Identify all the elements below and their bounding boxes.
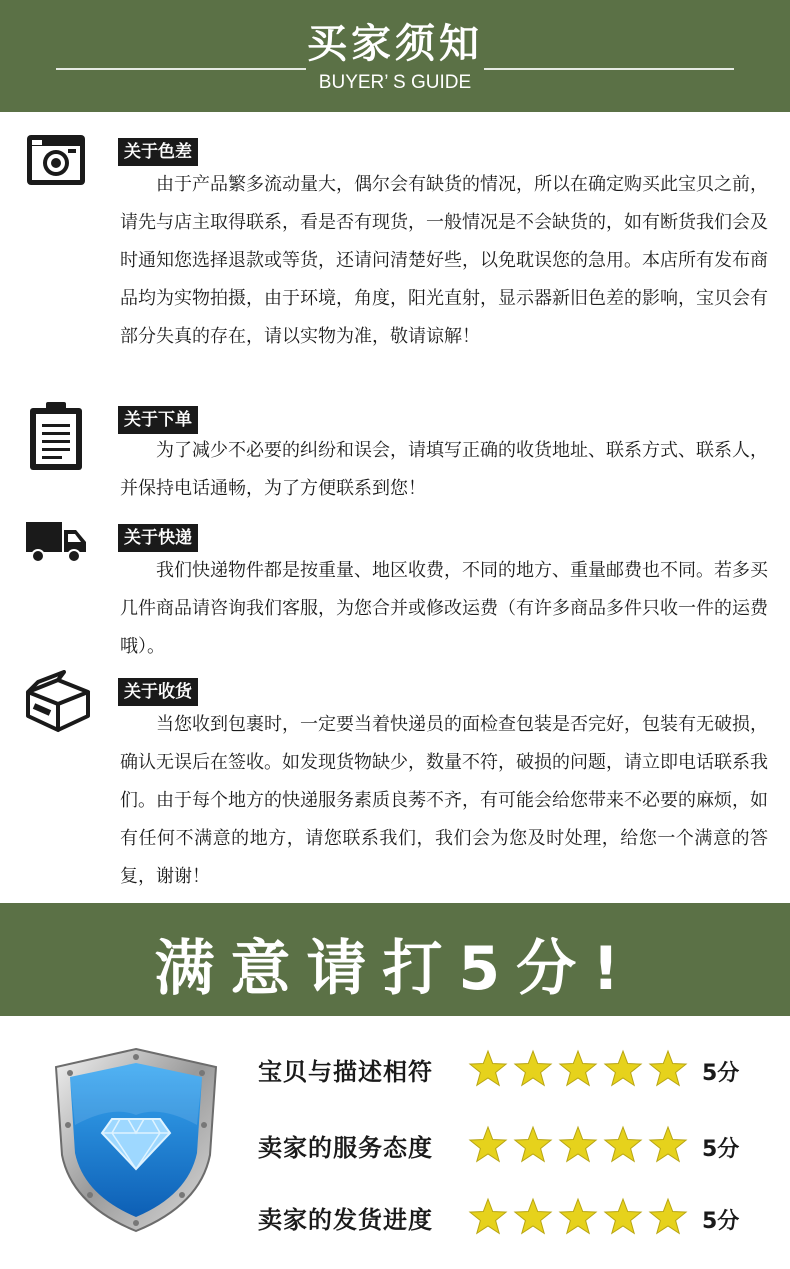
page-title: 买家须知: [307, 21, 483, 67]
header-divider-left: [56, 68, 306, 70]
rating-label: 宝贝与描述相符: [258, 1058, 433, 1086]
section-text: 为了减少不必要的纠纷和误会，请填写正确的收货地址、联系方式、联系人，并保持电话通畅，为了方便联系到您！: [120, 440, 768, 499]
banner-text: 满意请打5分!: [154, 934, 636, 1004]
star-rating-icon: [464, 1192, 694, 1242]
star-icon: [650, 1127, 686, 1161]
star-rating-icon: [464, 1044, 694, 1094]
star-icon: [650, 1051, 686, 1085]
star-icon: [560, 1051, 596, 1085]
star-icon: [515, 1199, 551, 1233]
star-icon: [515, 1127, 551, 1161]
section-text: 由于产品繁多流动量大，偶尔会有缺货的情况，所以在确定购买此宝贝之前，请先与店主取得联系，看是否有现货，一般情况是不会缺货的，如有断货我们会及时通知您选择退款或等货，还请问清楚好些，以免耽误您的急用。本店所有发布商品均为实物拍摄，由于环境，角度，阳光直射，显示器新旧色差的影响，宝贝会有部分失真的存在，请以实物为准，敬请谅解！: [120, 174, 768, 347]
star-icon: [470, 1051, 506, 1085]
star-icon: [650, 1199, 686, 1233]
section-color-difference: [0, 128, 790, 398]
camera-icon: [24, 132, 94, 196]
star-icon: [470, 1199, 506, 1233]
clipboard-icon: [24, 400, 94, 464]
section-label: 关于色差: [118, 138, 198, 166]
section-receiving: [0, 668, 790, 898]
page-subtitle: BUYER’ S GUIDE: [318, 72, 472, 93]
section-ordering: [0, 398, 790, 513]
star-icon: [605, 1127, 641, 1161]
rating-score: 5分: [702, 1137, 740, 1162]
rating-score: 5分: [702, 1209, 740, 1234]
rating-row-delivery: [258, 1192, 758, 1242]
star-icon: [605, 1051, 641, 1085]
section-label: 关于下单: [118, 406, 198, 434]
rating-label: 卖家的发货进度: [258, 1206, 433, 1234]
section-label: 关于快递: [118, 524, 198, 552]
header-banner: [0, 0, 790, 112]
star-icon: [515, 1051, 551, 1085]
star-icon: [560, 1199, 596, 1233]
header-divider-right: [484, 68, 734, 70]
package-box-icon: [24, 670, 94, 734]
star-rating-icon: [464, 1120, 694, 1170]
section-text: 我们快递物件都是按重量、地区收费，不同的地方、重量邮费也不同。若多买几件商品请咨询我们客服，为您合并或修改运费（有许多商品多件只收一件的运费哦）。: [120, 560, 768, 657]
star-icon: [605, 1199, 641, 1233]
section-label: 关于收货: [118, 678, 198, 706]
rating-score: 5分: [702, 1061, 740, 1086]
diamond-shield-icon: [50, 1045, 222, 1235]
section-shipping: [0, 514, 790, 664]
rating-banner: [0, 903, 790, 1016]
star-icon: [560, 1127, 596, 1161]
rating-row-description: [258, 1044, 758, 1094]
star-icon: [470, 1127, 506, 1161]
section-text: 当您收到包裹时，一定要当着快递员的面检查包装是否完好，包装有无破损，确认无误后在签收。如发现货物缺少，数量不符，破损的问题，请立即电话联系我们。由于每个地方的快递服务素质良莠不齐，有可能会给您带来不必要的麻烦，如有任何不满意的地方，请您联系我们，我们会为您及时处理，给您一个满意的答复，谢谢！: [120, 714, 768, 887]
rating-row-service: [258, 1120, 758, 1170]
truck-icon: [24, 516, 94, 580]
rating-label: 卖家的服务态度: [258, 1134, 433, 1162]
